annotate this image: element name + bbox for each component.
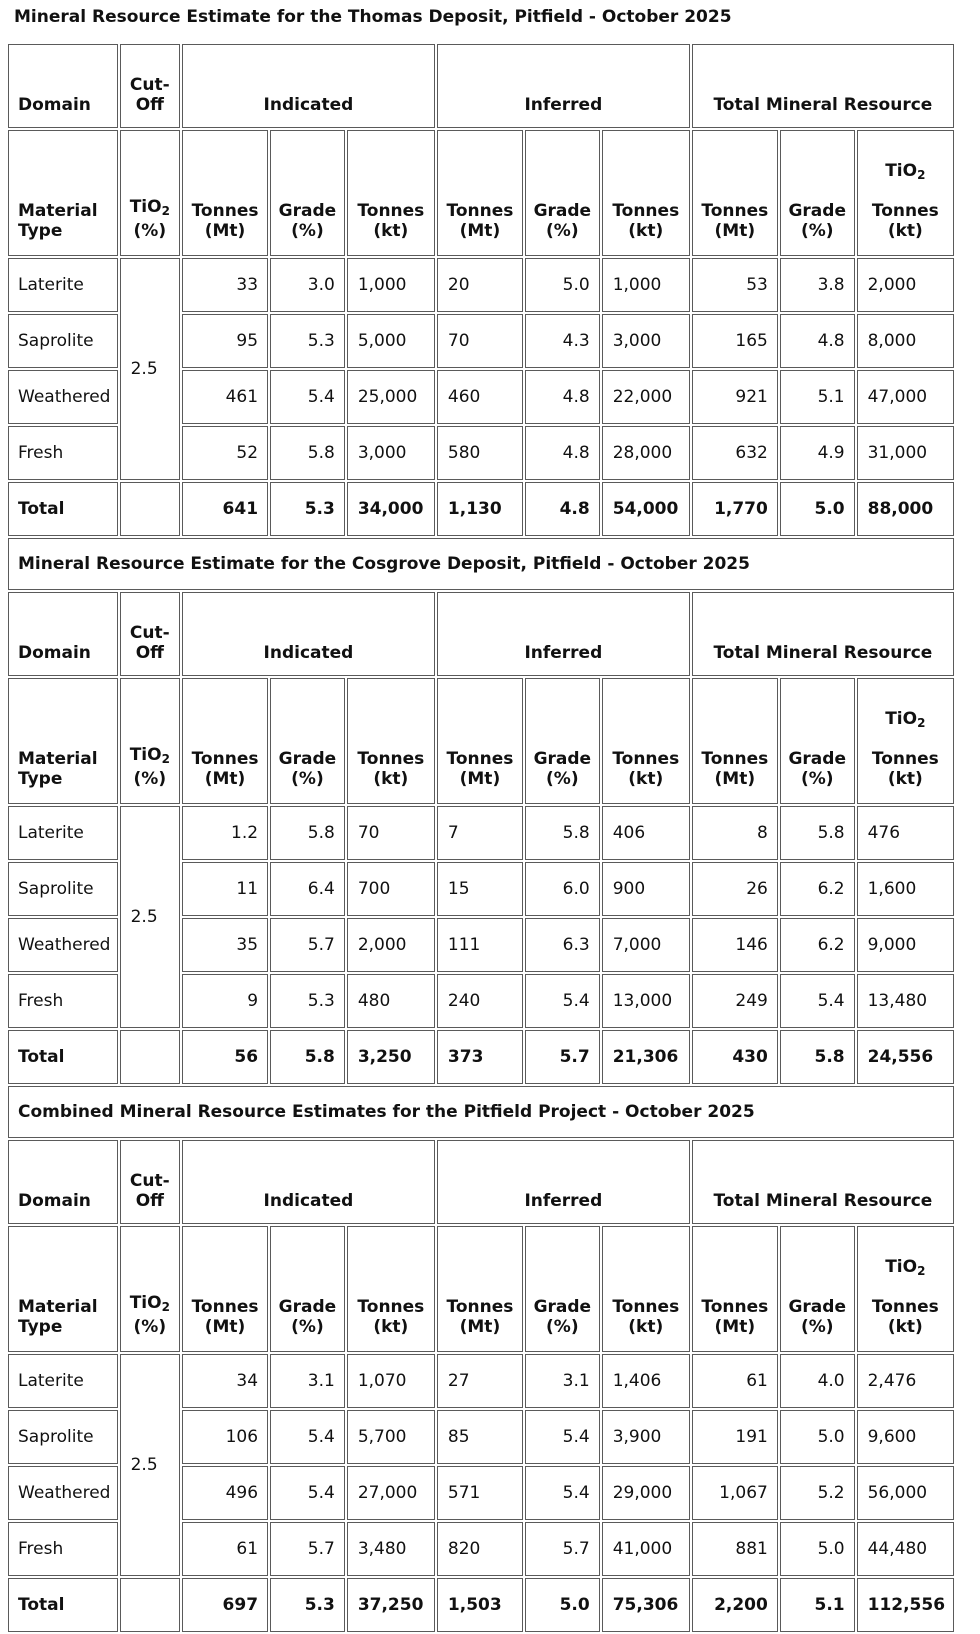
tonnes-kt-header-line2: (kt) — [887, 1317, 923, 1337]
tonnes-kt-header-line2: (kt) — [373, 769, 409, 789]
ind-value-cell: 5.4 — [270, 1466, 345, 1520]
indicated-header: Indicated — [182, 1140, 435, 1224]
total-resource-header: Total Mineral Resource — [692, 44, 954, 128]
tot-value-cell: 881 — [692, 1522, 778, 1576]
tonnes-mt-header-line2: (Mt) — [714, 221, 756, 241]
grade-header-line1: Grade — [788, 1297, 846, 1317]
tonnes-kt-header — [857, 1226, 954, 1352]
inf-value-cell: 5.4 — [525, 1410, 600, 1464]
tot-total-cell: 430 — [692, 1030, 778, 1084]
tot-value-cell: 146 — [692, 918, 778, 972]
tonnes-mt-header — [692, 1226, 778, 1352]
ind-total-cell: 5.8 — [270, 1030, 345, 1084]
tot-value-cell: 632 — [692, 426, 778, 480]
tonnes-mt-header-line1: Tonnes — [191, 201, 259, 221]
cutoff-header-line1: Cut- — [129, 1171, 170, 1191]
inf-value-cell: 5.7 — [525, 1522, 600, 1576]
total-row — [8, 1030, 954, 1084]
grade-header-line1: Grade — [278, 201, 337, 221]
inf-total-cell: 5.0 — [525, 1578, 600, 1632]
tot-value-cell: 249 — [692, 974, 778, 1028]
tonnes-kt-header-line2: (kt) — [887, 769, 923, 789]
material-type-line1: Material — [18, 749, 98, 769]
cutoff-header-line2: Off — [135, 1191, 164, 1211]
tio2-pct-label: (%) — [133, 221, 167, 241]
grade-header-line2: (%) — [546, 769, 579, 789]
grade-header-line2: (%) — [291, 221, 324, 241]
ind-value-cell: 2,000 — [347, 918, 435, 972]
inf-value-cell: 27 — [437, 1354, 523, 1408]
inf-value-cell: 5.8 — [525, 806, 600, 860]
tonnes-mt-header-line2: (Mt) — [204, 1317, 246, 1337]
ind-value-cell: 5.4 — [270, 1410, 345, 1464]
material-type-cell: Laterite — [8, 258, 118, 312]
grade-header — [525, 1226, 600, 1352]
ind-total-cell: 641 — [182, 482, 268, 536]
tot-value-cell: 4.8 — [780, 314, 855, 368]
tot-value-cell: 9,000 — [857, 918, 954, 972]
inf-value-cell: 22,000 — [602, 370, 690, 424]
tot-total-cell: 24,556 — [857, 1030, 954, 1084]
tot-value-cell: 5.2 — [780, 1466, 855, 1520]
tio2-pct-header — [120, 1226, 180, 1352]
inf-total-cell: 4.8 — [525, 482, 600, 536]
inf-value-cell: 406 — [602, 806, 690, 860]
tonnes-mt-header-line1: Tonnes — [446, 201, 514, 221]
tio2-subscript: 2 — [161, 1300, 170, 1314]
indicated-header: Indicated — [182, 44, 435, 128]
tonnes-mt-header-line2: (Mt) — [204, 221, 246, 241]
inf-value-cell: 900 — [602, 862, 690, 916]
material-type-header — [8, 130, 118, 256]
ind-total-cell: 37,250 — [347, 1578, 435, 1632]
tio2-subscript: 2 — [917, 1264, 926, 1278]
ind-value-cell: 33 — [182, 258, 268, 312]
inf-value-cell: 1,406 — [602, 1354, 690, 1408]
ind-value-cell: 5.3 — [270, 974, 345, 1028]
ind-value-cell: 5.7 — [270, 918, 345, 972]
tot-value-cell: 44,480 — [857, 1522, 954, 1576]
tonnes-kt-header-line1: Tonnes — [357, 1297, 425, 1317]
empty-cell — [120, 1578, 180, 1632]
tio2-total-label — [858, 1257, 953, 1281]
ind-value-cell: 700 — [347, 862, 435, 916]
inf-value-cell: 6.0 — [525, 862, 600, 916]
ind-value-cell: 1,070 — [347, 1354, 435, 1408]
material-type-header — [8, 1226, 118, 1352]
section-title: Mineral Resource Estimate for the Cosgrove Deposit, Pitfield - October 2025 — [8, 538, 954, 590]
material-type-cell: Weathered — [8, 918, 118, 972]
tonnes-mt-header-line1: Tonnes — [191, 1297, 259, 1317]
ind-value-cell: 5,700 — [347, 1410, 435, 1464]
tonnes-mt-header-line1: Tonnes — [701, 201, 769, 221]
ind-value-cell: 461 — [182, 370, 268, 424]
grade-header-line2: (%) — [291, 1317, 324, 1337]
cutoff-header-line1: Cut- — [129, 75, 170, 95]
ind-value-cell: 95 — [182, 314, 268, 368]
inf-value-cell: 460 — [437, 370, 523, 424]
table-row — [8, 258, 954, 312]
tio2-label: TiO — [885, 709, 918, 729]
tonnes-mt-header-line1: Tonnes — [446, 1297, 514, 1317]
tot-value-cell: 6.2 — [780, 918, 855, 972]
inf-value-cell: 13,000 — [602, 974, 690, 1028]
inf-value-cell: 820 — [437, 1522, 523, 1576]
inf-value-cell: 4.8 — [525, 426, 600, 480]
cutoff-value-cell: 2.5 — [120, 258, 180, 480]
grade-header-line2: (%) — [291, 769, 324, 789]
grade-header — [780, 130, 855, 256]
material-type-cell: Saprolite — [8, 862, 118, 916]
tot-value-cell: 26 — [692, 862, 778, 916]
grade-header-line1: Grade — [533, 201, 592, 221]
grade-header — [270, 1226, 345, 1352]
inf-value-cell: 3,000 — [602, 314, 690, 368]
grade-header-line1: Grade — [533, 1297, 592, 1317]
grade-header-line2: (%) — [546, 221, 579, 241]
cutoff-header-line1: Cut- — [129, 623, 170, 643]
tio2-pct-label: (%) — [133, 769, 167, 789]
tio2-label: TiO — [129, 197, 162, 217]
total-resource-header: Total Mineral Resource — [692, 1140, 954, 1224]
tonnes-mt-header — [437, 1226, 523, 1352]
tot-value-cell: 5.0 — [780, 1410, 855, 1464]
section-title: Combined Mineral Resource Estimates for the Pitfield Project - October 2025 — [8, 1086, 954, 1138]
material-type-cell: Fresh — [8, 974, 118, 1028]
grade-header-line1: Grade — [788, 201, 846, 221]
ind-total-cell: 34,000 — [347, 482, 435, 536]
tonnes-kt-header-line1: Tonnes — [357, 201, 425, 221]
ind-value-cell: 3.0 — [270, 258, 345, 312]
inf-total-cell: 373 — [437, 1030, 523, 1084]
ind-total-cell: 56 — [182, 1030, 268, 1084]
inf-value-cell: 1,000 — [602, 258, 690, 312]
tonnes-kt-header — [347, 1226, 435, 1352]
tio2-subscript: 2 — [161, 752, 170, 766]
tot-value-cell: 6.2 — [780, 862, 855, 916]
material-type-line2: Type — [18, 769, 63, 789]
inf-value-cell: 571 — [437, 1466, 523, 1520]
tonnes-mt-header-line2: (Mt) — [459, 1317, 501, 1337]
cutoff-header-line2: Off — [135, 95, 164, 115]
inf-value-cell: 3.1 — [525, 1354, 600, 1408]
inf-value-cell: 580 — [437, 426, 523, 480]
inf-value-cell: 7 — [437, 806, 523, 860]
tonnes-kt-header — [602, 678, 690, 804]
cutoff-header — [120, 44, 180, 128]
tonnes-kt-header-line1: Tonnes — [871, 749, 939, 769]
tonnes-kt-header-line2: (kt) — [628, 221, 664, 241]
tonnes-mt-header — [437, 678, 523, 804]
ind-value-cell: 35 — [182, 918, 268, 972]
total-row — [8, 482, 954, 536]
tot-value-cell: 47,000 — [857, 370, 954, 424]
ind-value-cell: 496 — [182, 1466, 268, 1520]
tot-total-cell: 5.1 — [780, 1578, 855, 1632]
tonnes-kt-header-line2: (kt) — [628, 1317, 664, 1337]
inf-value-cell: 5.4 — [525, 1466, 600, 1520]
inf-value-cell: 3,900 — [602, 1410, 690, 1464]
material-type-header — [8, 678, 118, 804]
tonnes-mt-header-line2: (Mt) — [459, 769, 501, 789]
tonnes-kt-header-line1: Tonnes — [871, 1297, 939, 1317]
inf-value-cell: 4.3 — [525, 314, 600, 368]
total-label-cell: Total — [8, 1578, 118, 1632]
total-label-cell: Total — [8, 1030, 118, 1084]
inf-total-cell: 1,503 — [437, 1578, 523, 1632]
tot-value-cell: 476 — [857, 806, 954, 860]
ind-value-cell: 3,000 — [347, 426, 435, 480]
inf-value-cell: 20 — [437, 258, 523, 312]
tot-value-cell: 61 — [692, 1354, 778, 1408]
cutoff-header — [120, 1140, 180, 1224]
tonnes-kt-header — [347, 130, 435, 256]
ind-value-cell: 1.2 — [182, 806, 268, 860]
tot-value-cell: 5.8 — [780, 806, 855, 860]
ind-value-cell: 5.4 — [270, 370, 345, 424]
inf-value-cell: 6.3 — [525, 918, 600, 972]
tot-value-cell: 5.1 — [780, 370, 855, 424]
tot-value-cell: 921 — [692, 370, 778, 424]
material-type-line1: Material — [18, 201, 98, 221]
tot-total-cell: 1,770 — [692, 482, 778, 536]
ind-value-cell: 6.4 — [270, 862, 345, 916]
grade-header — [525, 678, 600, 804]
ind-total-cell: 697 — [182, 1578, 268, 1632]
cutoff-value-cell: 2.5 — [120, 806, 180, 1028]
grade-header-line1: Grade — [533, 749, 592, 769]
inf-value-cell: 28,000 — [602, 426, 690, 480]
ind-value-cell: 3,480 — [347, 1522, 435, 1576]
inf-value-cell: 5.0 — [525, 258, 600, 312]
tot-total-cell: 2,200 — [692, 1578, 778, 1632]
inferred-header: Inferred — [437, 592, 690, 676]
tot-value-cell: 4.0 — [780, 1354, 855, 1408]
material-type-cell: Weathered — [8, 1466, 118, 1520]
grade-header — [270, 678, 345, 804]
tio2-pct-header — [120, 678, 180, 804]
tot-value-cell: 9,600 — [857, 1410, 954, 1464]
ind-value-cell: 480 — [347, 974, 435, 1028]
total-label-cell: Total — [8, 482, 118, 536]
ind-value-cell: 34 — [182, 1354, 268, 1408]
inf-value-cell: 4.8 — [525, 370, 600, 424]
cutoff-value-cell: 2.5 — [120, 1354, 180, 1576]
grade-header-line2: (%) — [800, 221, 834, 241]
tio2-subscript: 2 — [917, 168, 926, 182]
inf-total-cell: 21,306 — [602, 1030, 690, 1084]
tonnes-mt-header — [182, 130, 268, 256]
ind-value-cell: 1,000 — [347, 258, 435, 312]
tot-value-cell: 191 — [692, 1410, 778, 1464]
inferred-header: Inferred — [437, 44, 690, 128]
tonnes-mt-header — [437, 130, 523, 256]
tonnes-mt-header-line2: (Mt) — [459, 221, 501, 241]
ind-value-cell: 52 — [182, 426, 268, 480]
tonnes-mt-header — [692, 678, 778, 804]
ind-value-cell: 3.1 — [270, 1354, 345, 1408]
tonnes-kt-header-line2: (kt) — [373, 221, 409, 241]
inf-value-cell: 85 — [437, 1410, 523, 1464]
inf-total-cell: 1,130 — [437, 482, 523, 536]
inf-total-cell: 75,306 — [602, 1578, 690, 1632]
tonnes-mt-header-line1: Tonnes — [191, 749, 259, 769]
grade-header-line1: Grade — [788, 749, 846, 769]
grade-header-line2: (%) — [800, 769, 834, 789]
inf-value-cell: 70 — [437, 314, 523, 368]
tonnes-kt-header — [857, 130, 954, 256]
tot-value-cell: 2,476 — [857, 1354, 954, 1408]
inf-value-cell: 29,000 — [602, 1466, 690, 1520]
tonnes-kt-header-line2: (kt) — [887, 221, 923, 241]
tot-value-cell: 1,600 — [857, 862, 954, 916]
ind-value-cell: 5,000 — [347, 314, 435, 368]
tio2-total-label — [858, 161, 953, 185]
ind-value-cell: 5.7 — [270, 1522, 345, 1576]
domain-header: Domain — [8, 1140, 118, 1224]
tio2-label: TiO — [885, 1257, 918, 1277]
tonnes-mt-header-line2: (Mt) — [204, 769, 246, 789]
tio2-label: TiO — [885, 161, 918, 181]
tonnes-mt-header — [182, 678, 268, 804]
grade-header-line1: Grade — [278, 1297, 337, 1317]
inf-value-cell: 41,000 — [602, 1522, 690, 1576]
total-resource-header: Total Mineral Resource — [692, 592, 954, 676]
tonnes-kt-header-line2: (kt) — [373, 1317, 409, 1337]
ind-value-cell: 5.8 — [270, 806, 345, 860]
ind-total-cell: 5.3 — [270, 1578, 345, 1632]
ind-value-cell: 25,000 — [347, 370, 435, 424]
inferred-header: Inferred — [437, 1140, 690, 1224]
grade-header-line2: (%) — [800, 1317, 834, 1337]
material-type-cell: Saprolite — [8, 1410, 118, 1464]
tot-total-cell: 5.8 — [780, 1030, 855, 1084]
grade-header — [525, 130, 600, 256]
tonnes-kt-header-line1: Tonnes — [871, 201, 939, 221]
tonnes-kt-header-line2: (kt) — [628, 769, 664, 789]
tonnes-kt-header — [602, 1226, 690, 1352]
tot-value-cell: 8,000 — [857, 314, 954, 368]
tio2-pct-header — [120, 130, 180, 256]
tonnes-kt-header — [347, 678, 435, 804]
tonnes-mt-header-line2: (Mt) — [714, 1317, 756, 1337]
tot-value-cell: 1,067 — [692, 1466, 778, 1520]
tonnes-mt-header-line1: Tonnes — [701, 749, 769, 769]
table-row — [8, 1354, 954, 1408]
grade-header-line2: (%) — [546, 1317, 579, 1337]
domain-header: Domain — [8, 592, 118, 676]
ind-value-cell: 106 — [182, 1410, 268, 1464]
tonnes-kt-header-line1: Tonnes — [612, 201, 680, 221]
ind-value-cell: 61 — [182, 1522, 268, 1576]
indicated-header: Indicated — [182, 592, 435, 676]
material-type-cell: Weathered — [8, 370, 118, 424]
tot-value-cell: 31,000 — [857, 426, 954, 480]
tonnes-mt-header-line1: Tonnes — [701, 1297, 769, 1317]
tonnes-mt-header — [182, 1226, 268, 1352]
material-type-cell: Saprolite — [8, 314, 118, 368]
tot-value-cell: 165 — [692, 314, 778, 368]
tot-total-cell: 112,556 — [857, 1578, 954, 1632]
material-type-line1: Material — [18, 1297, 98, 1317]
tot-value-cell: 13,480 — [857, 974, 954, 1028]
inf-value-cell: 240 — [437, 974, 523, 1028]
tot-value-cell: 8 — [692, 806, 778, 860]
material-type-line2: Type — [18, 221, 63, 241]
ind-value-cell: 5.3 — [270, 314, 345, 368]
material-type-cell: Fresh — [8, 1522, 118, 1576]
ind-value-cell: 5.8 — [270, 426, 345, 480]
tonnes-kt-header — [857, 678, 954, 804]
tio2-label: TiO — [129, 1293, 162, 1313]
material-type-cell: Laterite — [8, 806, 118, 860]
cutoff-header — [120, 592, 180, 676]
tot-total-cell: 88,000 — [857, 482, 954, 536]
tonnes-kt-header — [602, 130, 690, 256]
inf-value-cell: 111 — [437, 918, 523, 972]
inf-total-cell: 54,000 — [602, 482, 690, 536]
tonnes-mt-header — [692, 130, 778, 256]
empty-cell — [120, 482, 180, 536]
tonnes-mt-header-line2: (Mt) — [714, 769, 756, 789]
domain-header: Domain — [8, 44, 118, 128]
tot-value-cell: 5.4 — [780, 974, 855, 1028]
ind-value-cell: 27,000 — [347, 1466, 435, 1520]
tonnes-mt-header-line1: Tonnes — [446, 749, 514, 769]
inf-value-cell: 5.4 — [525, 974, 600, 1028]
cutoff-header-line2: Off — [135, 643, 164, 663]
tot-value-cell: 3.8 — [780, 258, 855, 312]
tonnes-kt-header-line1: Tonnes — [612, 1297, 680, 1317]
tio2-subscript: 2 — [161, 204, 170, 218]
tot-value-cell: 53 — [692, 258, 778, 312]
tot-value-cell: 2,000 — [857, 258, 954, 312]
inf-value-cell: 7,000 — [602, 918, 690, 972]
material-type-cell: Fresh — [8, 426, 118, 480]
empty-cell — [120, 1030, 180, 1084]
tio2-label: TiO — [129, 745, 162, 765]
ind-value-cell: 70 — [347, 806, 435, 860]
tio2-pct-label: (%) — [133, 1317, 167, 1337]
table-row — [8, 806, 954, 860]
tonnes-kt-header-line1: Tonnes — [612, 749, 680, 769]
inf-value-cell: 15 — [437, 862, 523, 916]
resource-table — [6, 42, 956, 1634]
ind-total-cell: 5.3 — [270, 482, 345, 536]
grade-header — [780, 1226, 855, 1352]
tot-value-cell: 5.0 — [780, 1522, 855, 1576]
material-type-line2: Type — [18, 1317, 63, 1337]
inf-total-cell: 5.7 — [525, 1030, 600, 1084]
tio2-total-label — [858, 709, 953, 733]
grade-header-line1: Grade — [278, 749, 337, 769]
tio2-subscript: 2 — [917, 716, 926, 730]
total-row — [8, 1578, 954, 1632]
ind-value-cell: 11 — [182, 862, 268, 916]
tot-value-cell: 4.9 — [780, 426, 855, 480]
material-type-cell: Laterite — [8, 1354, 118, 1408]
ind-value-cell: 9 — [182, 974, 268, 1028]
tot-value-cell: 56,000 — [857, 1466, 954, 1520]
grade-header — [270, 130, 345, 256]
ind-total-cell: 3,250 — [347, 1030, 435, 1084]
tonnes-kt-header-line1: Tonnes — [357, 749, 425, 769]
section-title: Mineral Resource Estimate for the Thomas Deposit, Pitfield - October 2025 — [14, 7, 732, 27]
tot-total-cell: 5.0 — [780, 482, 855, 536]
grade-header — [780, 678, 855, 804]
